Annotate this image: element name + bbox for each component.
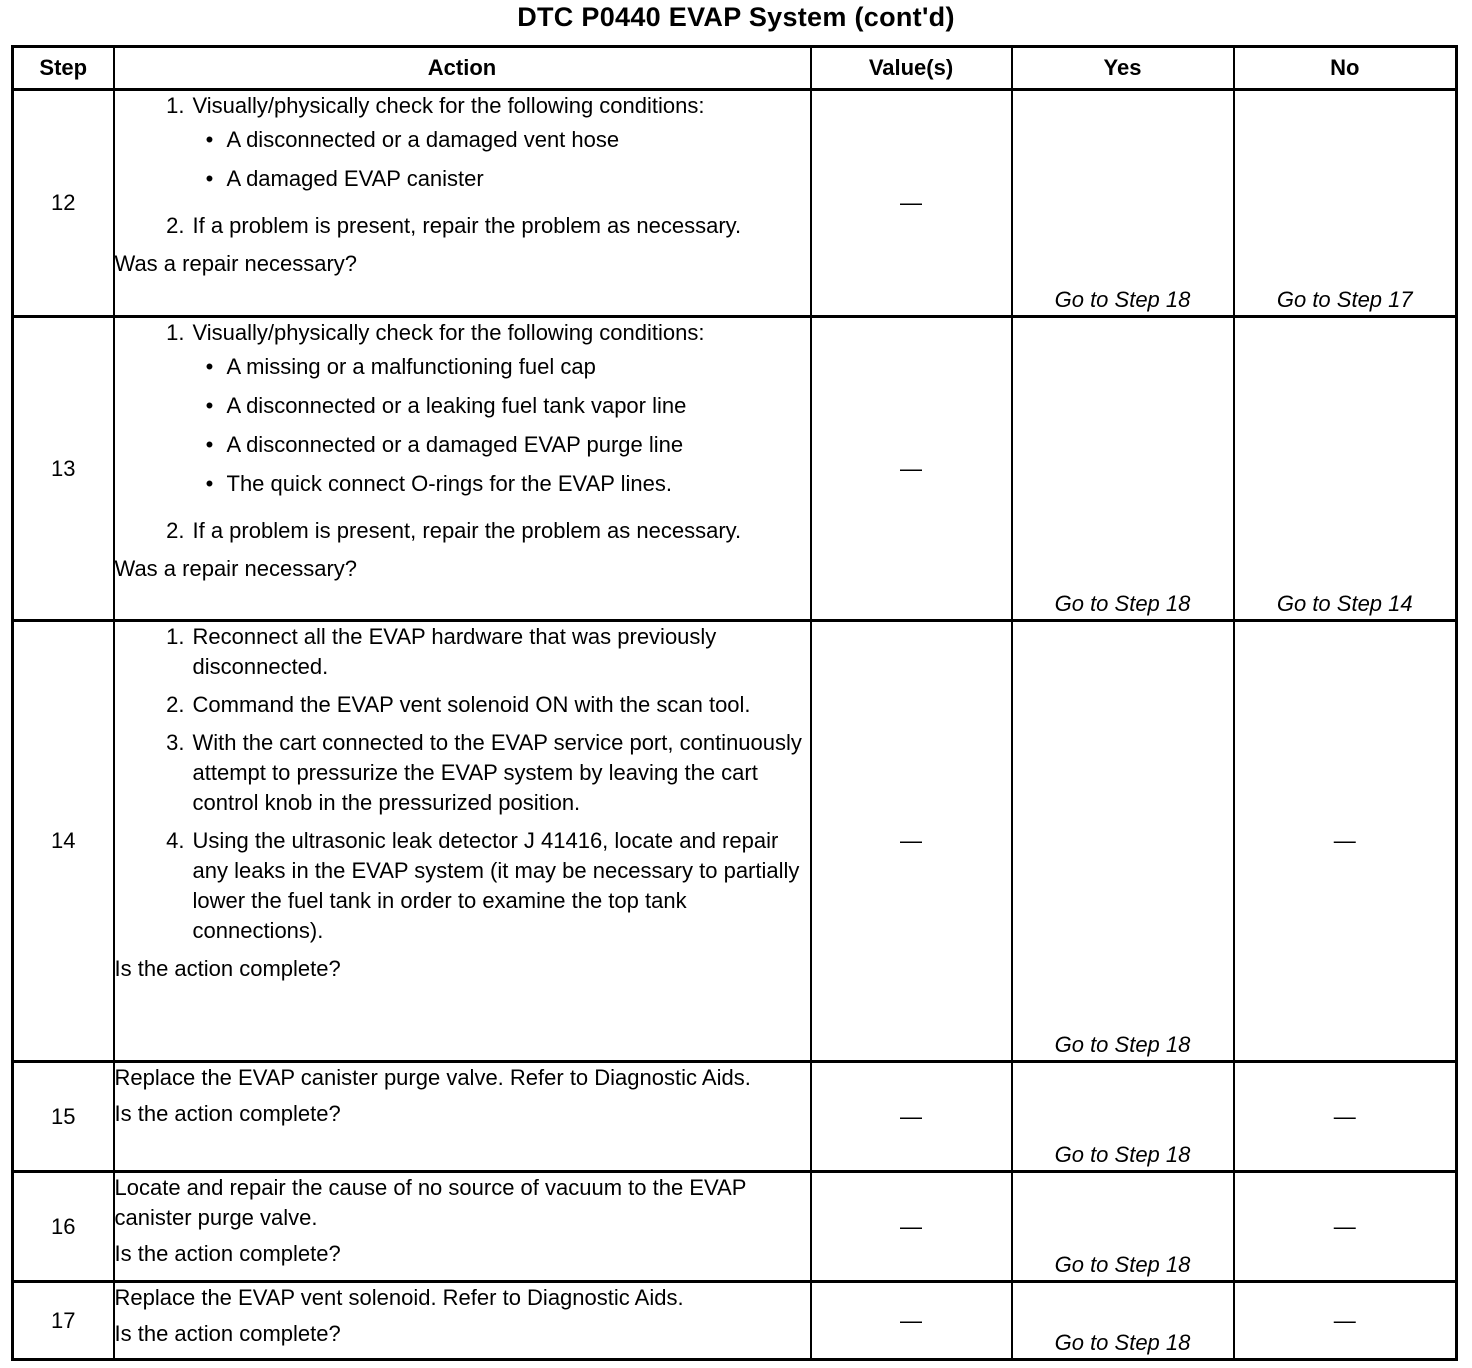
- sub-item: • A damaged EVAP canister: [193, 164, 810, 194]
- no-cell: —: [1234, 1172, 1457, 1282]
- sub-item: • A disconnected or a leaking fuel tank vapor line: [193, 391, 810, 421]
- value-cell: —: [811, 1282, 1012, 1360]
- sub-item: • A missing or a malfunctioning fuel cap: [193, 352, 810, 382]
- table-row: [13, 621, 1457, 1062]
- action-cell: [114, 1282, 811, 1360]
- table-row: [13, 317, 1457, 621]
- bullet-icon: •: [205, 432, 214, 457]
- action-question: Was a repair necessary?: [114, 251, 358, 276]
- action-item: 2. If a problem is present, repair the problem as necessary.: [166, 518, 742, 543]
- step-number: 15: [13, 1062, 114, 1172]
- action-item: 3. With the cart connected to the EVAP service port, continuously attempt to pressurize the EVAP system by leaving the cart control knob in the pressurized position.: [166, 730, 802, 815]
- action-item: 1. Visually/physically check for the following conditions: • A missing or a malfunctioning fuel cap • A disconnected or a leaking fuel tank vapor line • A disconnected or a damaged EVAP purge line • The quick connect O-rings for the EVAP lines.: [145, 318, 810, 508]
- action-cell: [114, 1062, 811, 1172]
- action-cell: [114, 621, 811, 1062]
- no-cell: —: [1234, 1062, 1457, 1172]
- table-row: [13, 1172, 1457, 1282]
- action-cell: [114, 317, 811, 621]
- bullet-icon: •: [205, 166, 214, 191]
- action-question: Is the action complete?: [114, 1101, 341, 1126]
- yes-cell: Go to Step 18: [1012, 621, 1234, 1062]
- action-cell: [114, 90, 811, 317]
- no-cell: Go to Step 14: [1234, 317, 1457, 621]
- bullet-icon: •: [205, 354, 214, 379]
- no-cell: —: [1234, 621, 1457, 1062]
- action-question: Is the action complete?: [114, 956, 341, 981]
- bullet-icon: •: [205, 471, 214, 496]
- yes-cell: Go to Step 18: [1012, 317, 1234, 621]
- page-title: DTC P0440 EVAP System (cont'd): [517, 2, 955, 32]
- step-number: 13: [13, 317, 114, 621]
- table-row: [13, 1062, 1457, 1172]
- header-no: No: [1234, 47, 1457, 90]
- step-number: 12: [13, 90, 114, 317]
- yes-cell: Go to Step 18: [1012, 90, 1234, 317]
- yes-cell: Go to Step 18: [1012, 1172, 1234, 1282]
- step-number: 14: [13, 621, 114, 1062]
- diagnostic-table: [11, 45, 1458, 1361]
- value-cell: —: [811, 1062, 1012, 1172]
- sub-item: • A disconnected or a damaged vent hose: [193, 125, 810, 155]
- table-header-row: [13, 47, 1457, 90]
- sub-item: • A disconnected or a damaged EVAP purge line: [193, 430, 810, 460]
- action-question: Is the action complete?: [114, 1241, 341, 1266]
- sub-item: • The quick connect O-rings for the EVAP lines.: [193, 469, 810, 499]
- table-row: [13, 1282, 1457, 1360]
- action-item: 2. Command the EVAP vent solenoid ON with the scan tool.: [166, 692, 751, 717]
- action-item: 1. Visually/physically check for the following conditions: • A disconnected or a damaged vent hose • A damaged EVAP canister: [145, 91, 810, 203]
- value-cell: —: [811, 621, 1012, 1062]
- table-row: [13, 90, 1457, 317]
- action-item: 1. Reconnect all the EVAP hardware that was previously disconnected.: [166, 624, 717, 679]
- step-number: 17: [13, 1282, 114, 1360]
- action-item: 2. If a problem is present, repair the problem as necessary.: [166, 213, 742, 238]
- step-number: 16: [13, 1172, 114, 1282]
- header-action: Action: [114, 47, 811, 90]
- value-cell: —: [811, 1172, 1012, 1282]
- action-paragraph: Replace the EVAP vent solenoid. Refer to Diagnostic Aids.: [114, 1285, 684, 1310]
- value-cell: —: [811, 90, 1012, 317]
- action-item: 4. Using the ultrasonic leak detector J 41416, locate and repair any leaks in the EVAP system (it may be necessary to partially lower the fuel tank in order to examine the top tank connections).: [166, 828, 800, 943]
- header-values: Value(s): [811, 47, 1012, 90]
- bullet-icon: •: [205, 127, 214, 152]
- no-cell: Go to Step 17: [1234, 90, 1457, 317]
- value-cell: —: [811, 317, 1012, 621]
- action-paragraph: Locate and repair the cause of no source of vacuum to the EVAP canister purge valve.: [114, 1175, 746, 1230]
- action-question: Was a repair necessary?: [114, 556, 358, 581]
- yes-cell: Go to Step 18: [1012, 1282, 1234, 1360]
- yes-cell: Go to Step 18: [1012, 1062, 1234, 1172]
- header-yes: Yes: [1012, 47, 1234, 90]
- action-cell: [114, 1172, 811, 1282]
- no-cell: —: [1234, 1282, 1457, 1360]
- bullet-icon: •: [205, 393, 214, 418]
- header-step: Step: [13, 47, 114, 90]
- action-paragraph: Replace the EVAP canister purge valve. Refer to Diagnostic Aids.: [114, 1065, 751, 1090]
- action-question: Is the action complete?: [114, 1321, 341, 1346]
